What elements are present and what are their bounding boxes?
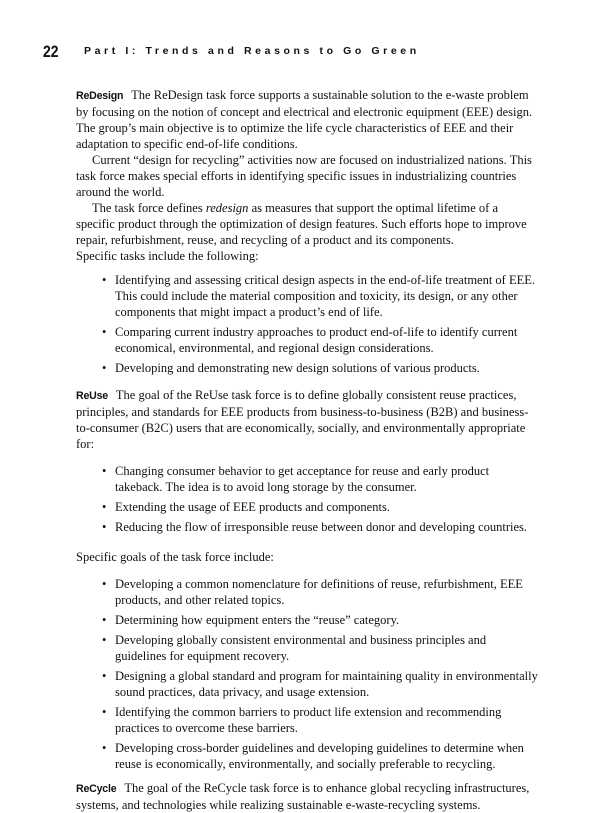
- goals-intro: Specific goals of the task force include:: [76, 550, 274, 564]
- list-item: • Comparing current industry approaches to product end-of-life to identify current economical, environmental, and regional design considerations.: [102, 325, 518, 355]
- list-item: • Identifying and assessing critical design aspects in the end-of-life treatment of EEE. This could include the material composition and toxicity, its design, or any other components that might impact a product’s end of life.: [102, 273, 536, 319]
- list-item: • Developing a common nomenclature for definitions of reuse, refurbishment, EEE products, and other related topics.: [102, 577, 523, 607]
- page-header: [43, 42, 563, 62]
- list-item: • Developing globally consistent environmental and business principles and guidelines for equipment recovery.: [102, 633, 487, 663]
- redesign-task-list: [76, 272, 538, 376]
- redesign-heading: ReDesign: [76, 90, 124, 102]
- reuse-goal-list: [76, 576, 538, 772]
- recycle-paragraph: [76, 780, 538, 813]
- recycle-heading: ReCycle: [76, 783, 117, 795]
- reuse-paragraph: [76, 387, 538, 452]
- bullet-icon: •: [102, 361, 107, 375]
- bullet-icon: •: [102, 520, 107, 534]
- bullet-icon: •: [102, 613, 107, 627]
- list-item: • Reducing the flow of irresponsible reuse between donor and developing countries.: [102, 520, 528, 534]
- list-item: • Developing and demonstrating new design solutions of various products.: [102, 361, 480, 375]
- reuse-heading: ReUse: [76, 390, 108, 402]
- recycling-design-paragraph: Current “design for recycling” activities now are focused on industrialized nations. This task force makes special efforts in identifying specific issues in industrializing countries around the world.: [76, 153, 532, 199]
- bullet-icon: •: [102, 273, 107, 287]
- list-item: • Designing a global standard and program for maintaining quality in environmentally sound practices, data privacy, and usage extension.: [102, 669, 538, 699]
- redesign-text: The ReDesign task force supports a sustainable solution to the e-waste problem by focusing on the notion of concept and electrical and electronic equipment (EEE) design. The group’s main objective is to optimize the life cycle characteristics of EEE and their adaptation to specific end-of-life conditions.: [76, 88, 533, 151]
- bullet-icon: •: [102, 633, 107, 647]
- page-number: 22: [43, 42, 59, 61]
- running-head: Part I: Trends and Reasons to Go Green: [84, 45, 420, 57]
- body-text: [76, 87, 538, 813]
- reuse-item-list: [76, 463, 538, 535]
- bullet-icon: •: [102, 325, 107, 339]
- bullet-icon: •: [102, 741, 107, 755]
- tasks-intro: Specific tasks include the following:: [76, 249, 259, 263]
- list-item: • Extending the usage of EEE products and components.: [102, 500, 390, 514]
- list-item: • Changing consumer behavior to get acceptance for reuse and early product takeback. The idea is to avoid long storage by the consumer.: [102, 464, 490, 494]
- recycle-text: The goal of the ReCycle task force is to enhance global recycling infrastructures, systems, and technologies while realizing sustainable e-waste-recycling systems.: [76, 781, 530, 812]
- list-item: • Identifying the common barriers to product life extension and recommending practices to overcome these barriers.: [102, 705, 502, 735]
- bullet-icon: •: [102, 669, 107, 683]
- list-item: • Determining how equipment enters the “reuse” category.: [102, 613, 400, 627]
- bullet-icon: •: [102, 705, 107, 719]
- bullet-icon: •: [102, 500, 107, 514]
- redesign-paragraph: [76, 87, 538, 152]
- redesign-term: redesign: [205, 201, 249, 215]
- redesign-definition-paragraph: The task force defines redesign as measures that support the optimal lifetime of a specific product through the optimization of design features. Such efforts hope to improve repair, refurbishment, reuse, and recycling of a product and its components.: [76, 201, 527, 247]
- bullet-icon: •: [102, 464, 107, 478]
- bullet-icon: •: [102, 577, 107, 591]
- reuse-text: The goal of the ReUse task force is to define globally consistent reuse practices, principles, and standards for EEE products from business-to-business (B2B) and business-to-consumer (B2C) users that are economically, socially, and environmentally appropriate for:: [76, 388, 529, 451]
- list-item: • Developing cross-border guidelines and developing guidelines to determine when reuse is economically, environmentally, and socially preferable to recycling.: [102, 741, 524, 771]
